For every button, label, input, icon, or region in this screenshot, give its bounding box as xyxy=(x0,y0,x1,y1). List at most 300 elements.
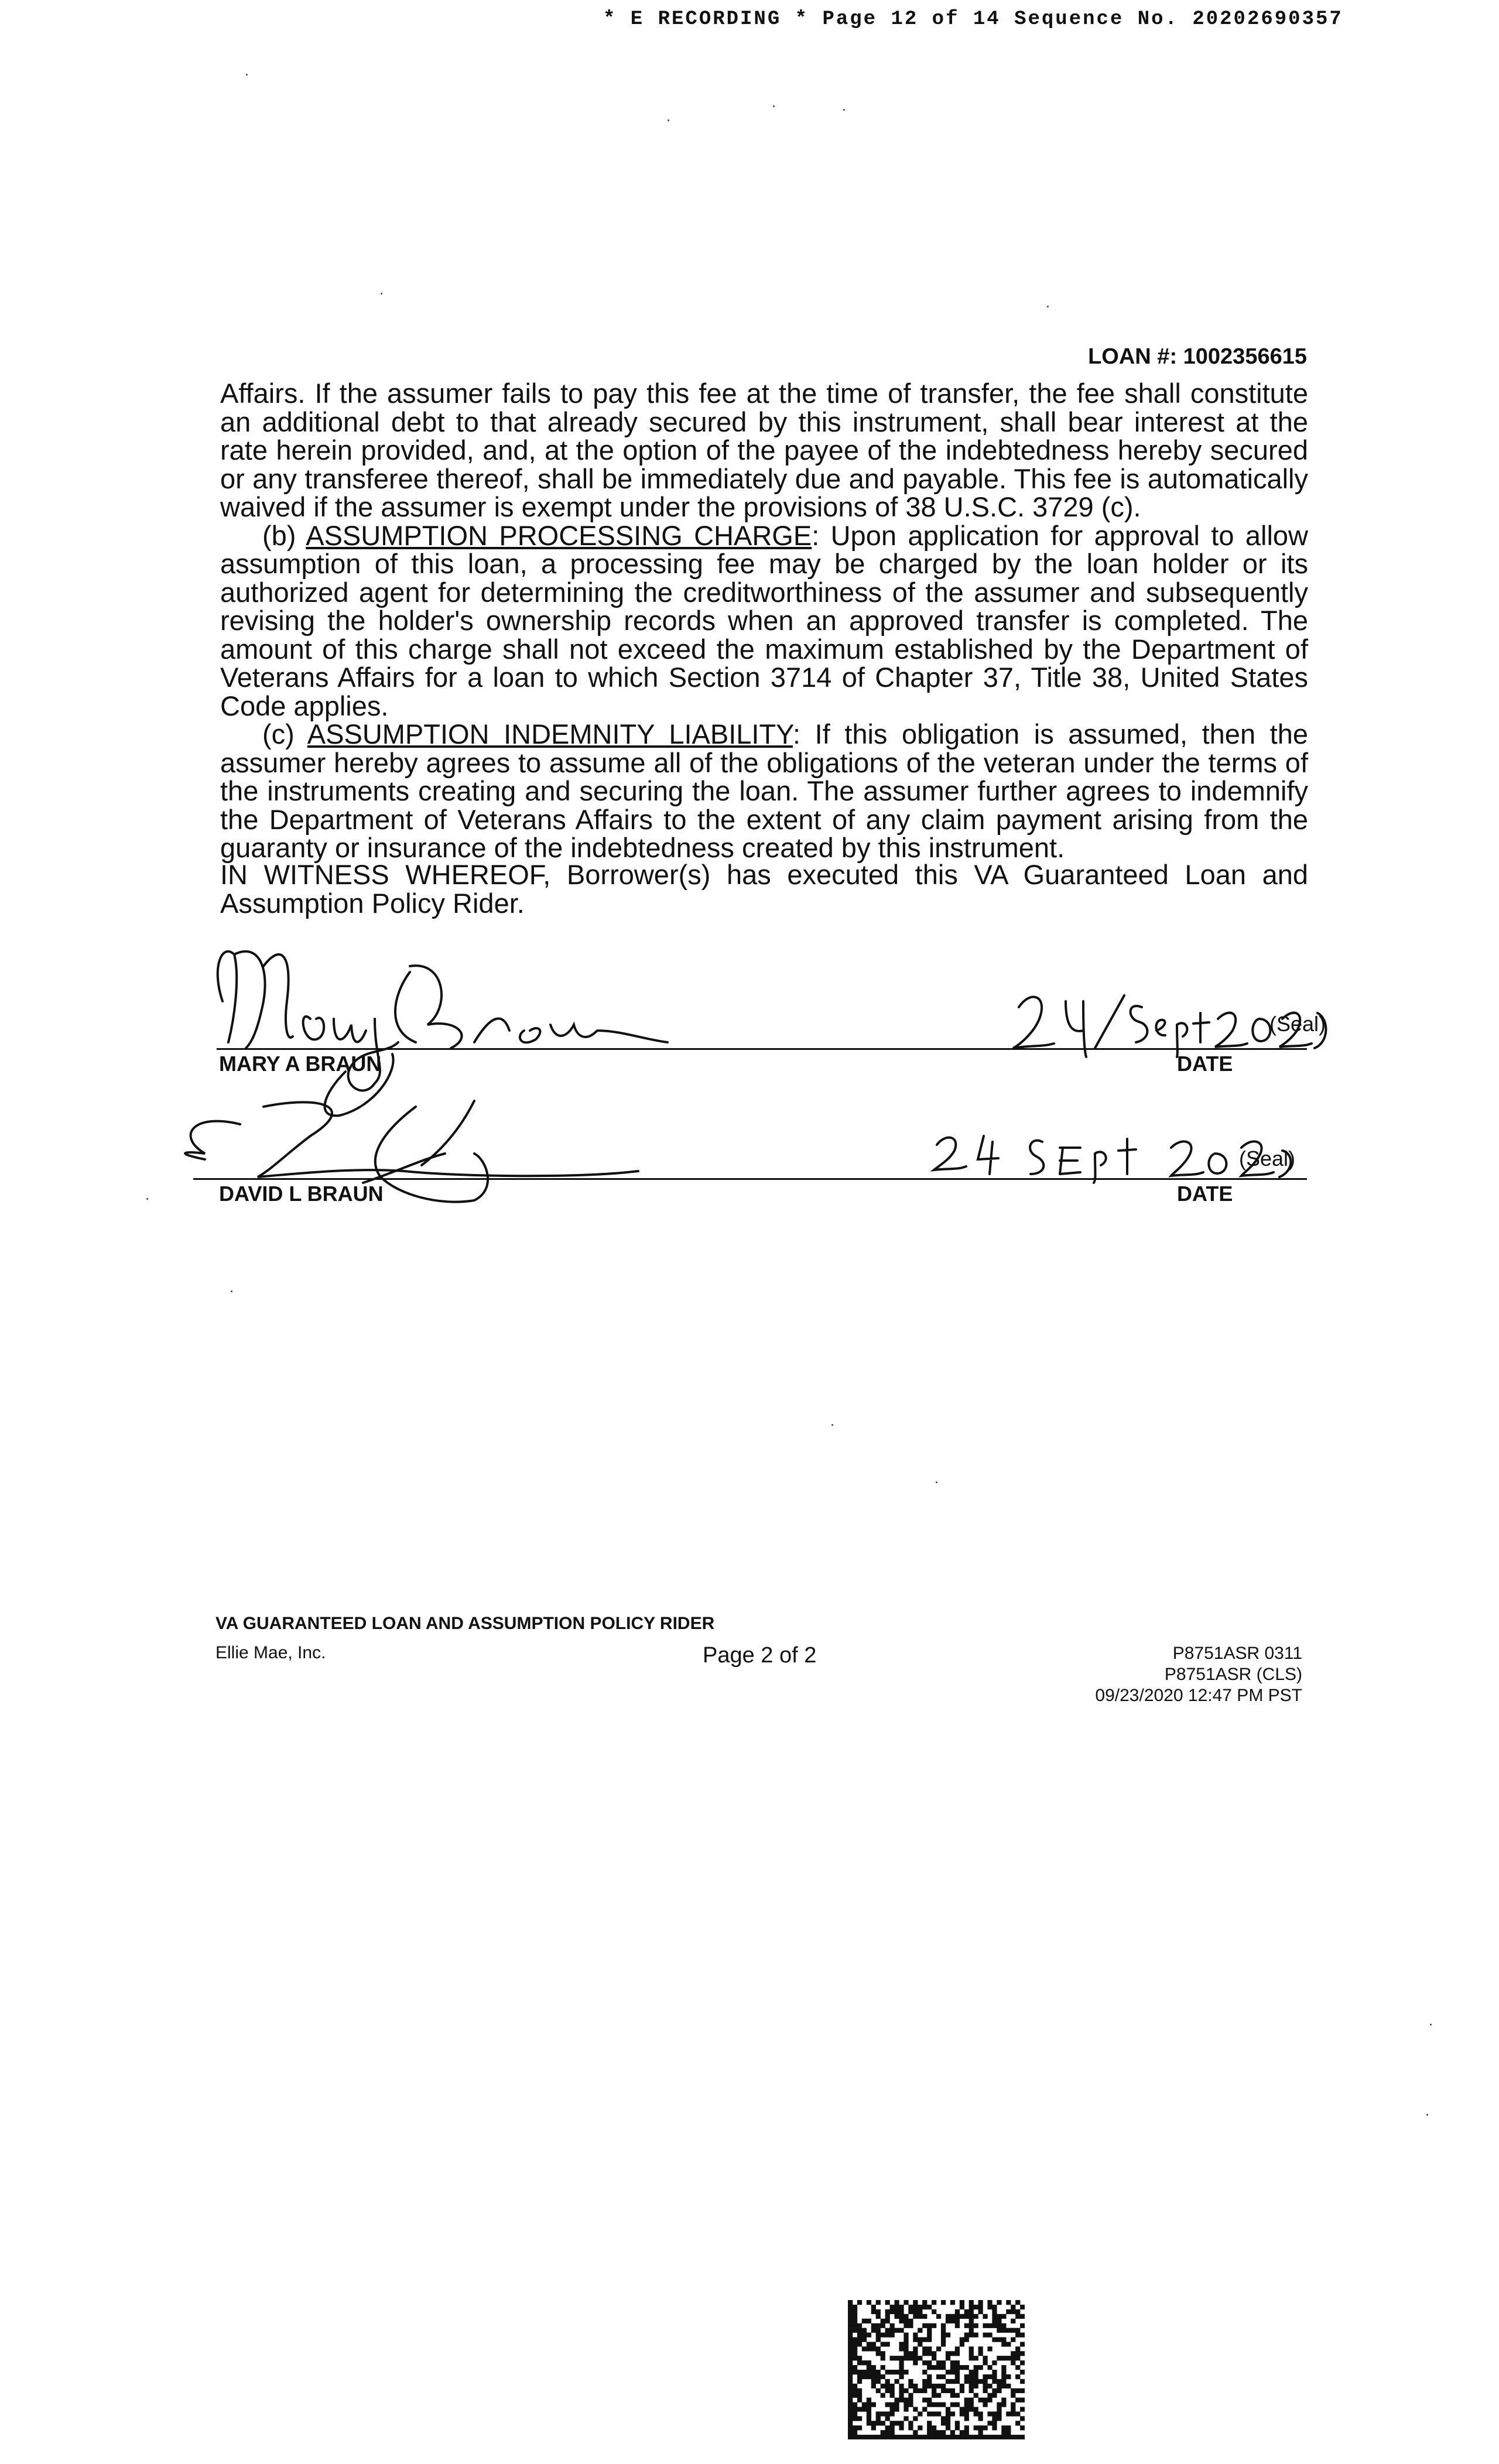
barcode-module xyxy=(983,2374,987,2379)
barcode-module xyxy=(1001,2314,1006,2319)
barcode-module xyxy=(1015,2365,1020,2370)
barcode-module xyxy=(927,2337,932,2342)
barcode-module xyxy=(969,2379,974,2384)
barcode-module xyxy=(946,2333,950,2338)
barcode-module xyxy=(885,2435,890,2439)
barcode-module xyxy=(987,2435,992,2439)
barcode-module xyxy=(867,2365,871,2370)
scan-speck xyxy=(381,293,382,295)
barcode-module xyxy=(899,2421,903,2425)
barcode-module xyxy=(983,2314,987,2319)
barcode-module xyxy=(848,2346,853,2351)
paragraph-c xyxy=(220,720,1308,863)
form-code-1: P8751ASR 0311 xyxy=(1172,1644,1302,1663)
barcode-module xyxy=(978,2379,983,2384)
barcode-module xyxy=(950,2411,955,2416)
barcode-module xyxy=(941,2421,946,2425)
barcode-module xyxy=(969,2370,974,2374)
barcode-module xyxy=(899,2305,903,2309)
barcode-module xyxy=(960,2342,964,2346)
barcode-module xyxy=(853,2342,857,2346)
barcode-module xyxy=(1011,2305,1015,2309)
scan-speck xyxy=(231,1291,232,1292)
barcode-module xyxy=(1001,2435,1006,2439)
barcode-module xyxy=(1011,2351,1015,2356)
barcode-module xyxy=(974,2435,978,2439)
barcode-module xyxy=(913,2388,918,2393)
barcode-module xyxy=(969,2314,974,2319)
barcode-module xyxy=(969,2435,974,2439)
barcode-module xyxy=(946,2388,950,2393)
barcode-module xyxy=(881,2323,885,2328)
barcode-module xyxy=(848,2365,853,2370)
barcode-module xyxy=(890,2305,895,2309)
barcode-module xyxy=(867,2300,871,2305)
scan-speck xyxy=(831,1424,833,1426)
barcode-module xyxy=(890,2403,895,2407)
barcode-module xyxy=(964,2365,969,2370)
barcode-module xyxy=(1015,2346,1020,2351)
barcode-module xyxy=(974,2393,978,2398)
signer-name-mary: MARY A BRAUN xyxy=(219,1052,382,1076)
barcode-module xyxy=(890,2328,895,2333)
barcode-module xyxy=(894,2370,899,2374)
barcode-module xyxy=(913,2300,918,2305)
barcode-module xyxy=(964,2398,969,2403)
barcode-module xyxy=(978,2351,983,2356)
barcode-module xyxy=(964,2403,969,2407)
print-timestamp: 09/23/2020 12:47 PM PST xyxy=(1095,1686,1302,1705)
barcode-module xyxy=(857,2407,862,2411)
barcode-module xyxy=(1011,2388,1015,2393)
barcode-module xyxy=(955,2425,960,2430)
paragraph-b-text: : Upon application for approval to allow assumption of this loan, a processing fee may be charged by the loan holder or its authorized agent for determining the creditworthiness of the assumer and subsequently revising the holder's ownership records when an approved transfer is completed. The amount of this charge shall not exceed the maximum established by the Department of Veterans Affairs for a loan to which Section 3714 of Chapter 37, Title 38, United States Code applies. xyxy=(220,519,1308,721)
barcode-module xyxy=(899,2393,903,2398)
barcode-module xyxy=(974,2370,978,2374)
barcode-module xyxy=(908,2305,913,2309)
barcode-module xyxy=(922,2305,927,2309)
barcode-module xyxy=(997,2435,1001,2439)
barcode-module xyxy=(955,2323,960,2328)
barcode-module xyxy=(903,2319,908,2323)
barcode-module xyxy=(857,2333,862,2338)
barcode-module xyxy=(903,2314,908,2319)
barcode-module xyxy=(955,2374,960,2379)
barcode-module xyxy=(927,2346,932,2351)
barcode-module xyxy=(853,2365,857,2370)
barcode-module xyxy=(885,2430,890,2435)
barcode-module xyxy=(1006,2384,1011,2388)
barcode-module xyxy=(922,2323,927,2328)
barcode-module xyxy=(876,2416,881,2421)
barcode-module xyxy=(853,2356,857,2360)
barcode-module xyxy=(1020,2323,1025,2328)
barcode-module xyxy=(871,2342,876,2346)
barcode-module xyxy=(964,2411,969,2416)
barcode-module xyxy=(890,2309,895,2314)
barcode-module xyxy=(871,2309,876,2314)
barcode-module xyxy=(894,2300,899,2305)
barcode-module xyxy=(974,2333,978,2338)
barcode-module xyxy=(932,2425,936,2430)
barcode-module xyxy=(1011,2356,1015,2360)
barcode-module xyxy=(974,2305,978,2309)
barcode-module xyxy=(867,2403,871,2407)
barcode-module xyxy=(890,2384,895,2388)
barcode-module xyxy=(955,2393,960,2398)
barcode-module xyxy=(1015,2435,1020,2439)
barcode-module xyxy=(927,2328,932,2333)
barcode-module xyxy=(1020,2398,1025,2403)
barcode-module xyxy=(894,2403,899,2407)
barcode-module xyxy=(871,2323,876,2328)
barcode-module xyxy=(885,2416,890,2421)
barcode-module xyxy=(890,2333,895,2338)
scan-speck xyxy=(843,109,845,111)
scan-speck xyxy=(246,74,248,76)
barcode-module xyxy=(1015,2314,1020,2319)
barcode-module xyxy=(946,2379,950,2384)
barcode-module xyxy=(881,2393,885,2398)
barcode-module xyxy=(913,2435,918,2439)
barcode-module xyxy=(848,2314,853,2319)
barcode-module xyxy=(978,2365,983,2370)
barcode-module xyxy=(899,2309,903,2314)
barcode-module xyxy=(927,2323,932,2328)
barcode-module xyxy=(997,2403,1001,2407)
barcode-module xyxy=(987,2411,992,2416)
barcode-module xyxy=(871,2403,876,2407)
barcode-module xyxy=(1006,2356,1011,2360)
barcode-module xyxy=(974,2314,978,2319)
barcode-module xyxy=(941,2365,946,2370)
barcode-module xyxy=(969,2403,974,2407)
barcode-module xyxy=(960,2305,964,2309)
barcode-module xyxy=(936,2411,941,2416)
barcode-module xyxy=(955,2365,960,2370)
barcode-module xyxy=(871,2379,876,2384)
barcode-module xyxy=(857,2388,862,2393)
barcode-module xyxy=(903,2398,908,2403)
barcode-module xyxy=(853,2305,857,2309)
barcode-module xyxy=(853,2407,857,2411)
barcode-module xyxy=(903,2346,908,2351)
barcode-module xyxy=(871,2374,876,2379)
barcode-module xyxy=(987,2323,992,2328)
barcode-module xyxy=(987,2305,992,2309)
barcode-module xyxy=(969,2388,974,2393)
barcode-module xyxy=(871,2384,876,2388)
barcode-module xyxy=(922,2435,927,2439)
barcode-module xyxy=(1015,2328,1020,2333)
barcode-module xyxy=(969,2356,974,2360)
barcode-module xyxy=(932,2300,936,2305)
barcode-module xyxy=(867,2398,871,2403)
barcode-module xyxy=(1001,2403,1006,2407)
barcode-module xyxy=(983,2356,987,2360)
barcode-module xyxy=(876,2337,881,2342)
barcode-module xyxy=(1011,2393,1015,2398)
barcode-module xyxy=(964,2374,969,2379)
barcode-module xyxy=(885,2300,890,2305)
barcode-module xyxy=(969,2309,974,2314)
barcode-module xyxy=(848,2374,853,2379)
barcode-module xyxy=(881,2333,885,2338)
barcode-module xyxy=(950,2393,955,2398)
barcode-module xyxy=(1015,2333,1020,2338)
barcode-module xyxy=(903,2370,908,2374)
barcode-module xyxy=(983,2388,987,2393)
barcode-module xyxy=(903,2342,908,2346)
barcode-module xyxy=(867,2346,871,2351)
barcode-module xyxy=(899,2370,903,2374)
barcode-module xyxy=(867,2411,871,2416)
barcode-module xyxy=(1011,2309,1015,2314)
barcode-module xyxy=(848,2407,853,2411)
barcode-module xyxy=(871,2365,876,2370)
barcode-module xyxy=(997,2388,1001,2393)
barcode-module xyxy=(950,2319,955,2323)
barcode-module xyxy=(969,2346,974,2351)
barcode-module xyxy=(853,2370,857,2374)
barcode-module xyxy=(932,2323,936,2328)
barcode-module xyxy=(918,2328,922,2333)
barcode-module xyxy=(955,2314,960,2319)
barcode-module xyxy=(857,2360,862,2365)
barcode-module xyxy=(881,2411,885,2416)
barcode-module xyxy=(848,2398,853,2403)
barcode-module xyxy=(876,2323,881,2328)
barcode-module xyxy=(918,2342,922,2346)
barcode-module xyxy=(876,2300,881,2305)
barcode-module xyxy=(918,2356,922,2360)
barcode-module xyxy=(862,2360,867,2365)
barcode-module xyxy=(941,2430,946,2435)
barcode-module xyxy=(978,2416,983,2421)
rider-body xyxy=(220,379,1308,863)
barcode-module xyxy=(857,2356,862,2360)
barcode-module xyxy=(932,2356,936,2360)
barcode-module xyxy=(894,2328,899,2333)
barcode-module xyxy=(908,2351,913,2356)
barcode-module xyxy=(857,2425,862,2430)
barcode-module xyxy=(848,2435,853,2439)
barcode-module xyxy=(894,2398,899,2403)
barcode-module xyxy=(1020,2425,1025,2430)
barcode-module xyxy=(918,2309,922,2314)
barcode-module xyxy=(848,2370,853,2374)
barcode-module xyxy=(853,2346,857,2351)
barcode-module xyxy=(946,2411,950,2416)
barcode-module xyxy=(932,2384,936,2388)
barcode-module xyxy=(927,2384,932,2388)
barcode-module xyxy=(992,2388,997,2393)
barcode-module xyxy=(983,2384,987,2388)
barcode-module xyxy=(899,2384,903,2388)
barcode-module xyxy=(987,2346,992,2351)
barcode-module xyxy=(1020,2435,1025,2439)
barcode-module xyxy=(941,2403,946,2407)
barcode-module xyxy=(1001,2337,1006,2342)
barcode-module xyxy=(941,2333,946,2338)
barcode-module xyxy=(936,2360,941,2365)
barcode-module xyxy=(862,2346,867,2351)
barcode-module xyxy=(922,2370,927,2374)
footer-form-codes xyxy=(1095,1643,1302,1706)
barcode-module xyxy=(894,2435,899,2439)
barcode-module xyxy=(969,2328,974,2333)
barcode-module xyxy=(1020,2314,1025,2319)
barcode-module xyxy=(1020,2351,1025,2356)
barcode-module xyxy=(941,2337,946,2342)
barcode-module xyxy=(867,2370,871,2374)
barcode-module xyxy=(974,2323,978,2328)
barcode-module xyxy=(871,2346,876,2351)
barcode-module xyxy=(974,2425,978,2430)
barcode-module xyxy=(941,2416,946,2421)
barcode-module xyxy=(946,2356,950,2360)
barcode-module xyxy=(992,2370,997,2374)
barcode-module xyxy=(890,2356,895,2360)
barcode-module xyxy=(960,2314,964,2319)
barcode-module xyxy=(876,2435,881,2439)
barcode-module xyxy=(969,2333,974,2338)
scan-speck xyxy=(668,119,669,121)
barcode-module xyxy=(871,2370,876,2374)
paragraph-c-heading: ASSUMPTION INDEMNITY LIABILITY xyxy=(307,718,793,750)
recording-stamp: * E RECORDING * Page 12 of 14 Sequence No. 20202690357 xyxy=(603,8,1343,30)
barcode-module xyxy=(992,2435,997,2439)
barcode-module xyxy=(848,2411,853,2416)
barcode-module xyxy=(978,2398,983,2403)
barcode-module xyxy=(1006,2411,1011,2416)
barcode-module xyxy=(922,2337,927,2342)
barcode-module xyxy=(974,2384,978,2388)
barcode-module xyxy=(1006,2374,1011,2379)
barcode-module xyxy=(946,2421,950,2425)
barcode-module xyxy=(997,2323,1001,2328)
barcode-module xyxy=(936,2393,941,2398)
barcode-module xyxy=(960,2435,964,2439)
barcode-module xyxy=(950,2403,955,2407)
barcode-module xyxy=(1020,2360,1025,2365)
barcode-module xyxy=(932,2435,936,2439)
barcode-module xyxy=(871,2305,876,2309)
barcode-module xyxy=(913,2309,918,2314)
barcode-module xyxy=(885,2411,890,2416)
barcode-module xyxy=(932,2403,936,2407)
barcode-module xyxy=(955,2351,960,2356)
footer-vendor: Ellie Mae, Inc. xyxy=(215,1643,326,1662)
paragraph-a-continued: Affairs. If the assumer fails to pay this fee at the time of transfer, the fee shall constitute an additional debt to that already secured by this instrument, shall bear interest at the rate herein provided, and, at the option of the payee of the indebtedness hereby secured or any transferee thereof, shall be immediately due and payable. This fee is automatically waived if the assumer is exempt under the provisions of 38 U.S.C. 3729 (c). xyxy=(220,378,1308,522)
barcode-module xyxy=(992,2337,997,2342)
barcode-module xyxy=(955,2435,960,2439)
barcode-module xyxy=(964,2416,969,2421)
paragraph-b-heading: ASSUMPTION PROCESSING CHARGE xyxy=(306,519,812,551)
barcode-module xyxy=(876,2351,881,2356)
barcode-module xyxy=(862,2319,867,2323)
barcode-module xyxy=(890,2425,895,2430)
barcode-module xyxy=(848,2300,853,2305)
barcode-module xyxy=(964,2314,969,2319)
barcode-module xyxy=(853,2323,857,2328)
barcode-module xyxy=(885,2379,890,2384)
barcode-module xyxy=(960,2407,964,2411)
barcode-module xyxy=(913,2346,918,2351)
barcode-module xyxy=(918,2435,922,2439)
barcode-module xyxy=(876,2370,881,2374)
barcode-module xyxy=(922,2388,927,2393)
barcode-module xyxy=(987,2365,992,2370)
barcode-module xyxy=(955,2403,960,2407)
barcode-module xyxy=(922,2407,927,2411)
barcode-module xyxy=(997,2411,1001,2416)
barcode-module xyxy=(1001,2342,1006,2346)
barcode-module xyxy=(974,2356,978,2360)
barcode-module xyxy=(908,2393,913,2398)
barcode-module xyxy=(987,2398,992,2403)
barcode-module xyxy=(946,2416,950,2421)
barcode-module xyxy=(903,2416,908,2421)
barcode-module xyxy=(960,2300,964,2305)
barcode-module xyxy=(941,2388,946,2393)
barcode-module xyxy=(848,2342,853,2346)
paragraph-c-prefix: (c) xyxy=(262,718,307,750)
barcode-module xyxy=(885,2314,890,2319)
barcode-module xyxy=(894,2305,899,2309)
barcode-module xyxy=(950,2388,955,2393)
barcode-module xyxy=(932,2393,936,2398)
barcode-module xyxy=(918,2425,922,2430)
barcode-module xyxy=(853,2430,857,2435)
barcode-module xyxy=(992,2309,997,2314)
barcode-module xyxy=(1020,2305,1025,2309)
barcode-module xyxy=(918,2337,922,2342)
barcode-module xyxy=(899,2435,903,2439)
barcode-module xyxy=(881,2356,885,2360)
barcode-module xyxy=(927,2403,932,2407)
barcode-module xyxy=(881,2351,885,2356)
barcode-module xyxy=(960,2337,964,2342)
barcode-module xyxy=(983,2425,987,2430)
barcode-module xyxy=(848,2337,853,2342)
footer-form-title: VA GUARANTEED LOAN AND ASSUMPTION POLICY RIDER xyxy=(215,1614,715,1633)
barcode-module xyxy=(1001,2430,1006,2435)
barcode-module xyxy=(867,2421,871,2425)
barcode-module xyxy=(974,2407,978,2411)
barcode-module xyxy=(946,2319,950,2323)
barcode-module xyxy=(964,2333,969,2338)
barcode-module xyxy=(1015,2398,1020,2403)
barcode-module xyxy=(848,2360,853,2365)
paragraph-b xyxy=(220,519,1308,721)
barcode-module xyxy=(913,2407,918,2411)
barcode-module xyxy=(913,2430,918,2435)
barcode-module xyxy=(848,2421,853,2425)
barcode-module xyxy=(857,2374,862,2379)
barcode-module xyxy=(899,2365,903,2370)
barcode-module xyxy=(899,2346,903,2351)
barcode-module xyxy=(881,2430,885,2435)
barcode-module xyxy=(960,2365,964,2370)
scan-speck xyxy=(146,1198,148,1200)
barcode-module xyxy=(903,2435,908,2439)
barcode-module xyxy=(876,2411,881,2416)
barcode-module xyxy=(987,2384,992,2388)
barcode-module xyxy=(903,2388,908,2393)
barcode-module xyxy=(1015,2374,1020,2379)
barcode-module xyxy=(1011,2360,1015,2365)
